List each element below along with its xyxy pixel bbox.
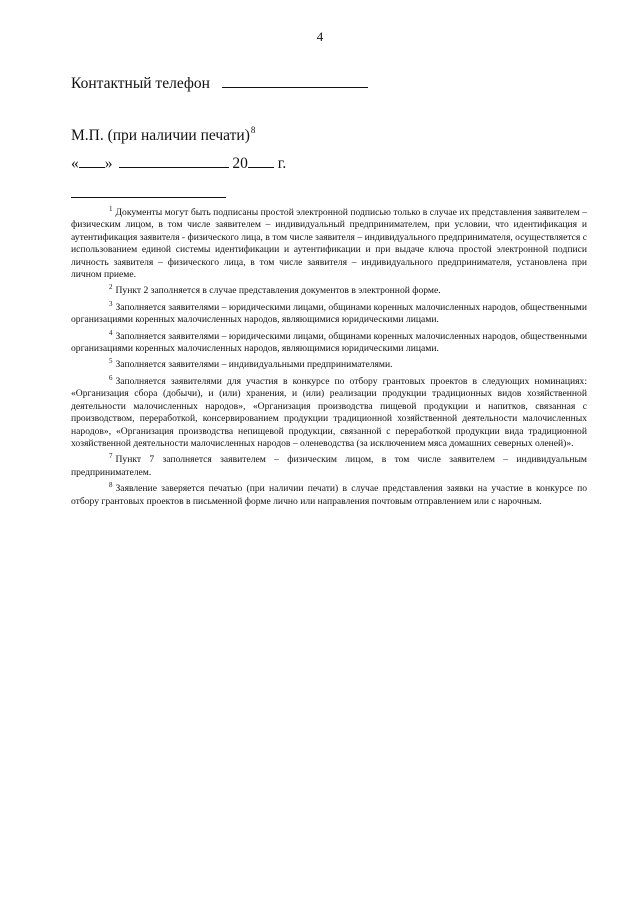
date-row	[71, 153, 286, 173]
footnote-text: Заполняется заявителями для участия в конкурсе по отбору грантовых проектов в следующих номинациях: «Организация сбора (добычи), и (или) хранения, и (или) реализации продукции традиционных видов хозяйственной деятельности малочисленных народов», «Организация производства пищевой продукции и напитков, связанная с производством, переработкой, консервированием продукции традиционной хозяйственной деятельности малочисленных народов», «Организация производства непищевой продукции, связанной с переработкой продукции вида традиционной хозяйственной деятельности малочисленных народов – оленеводства (за исключением мяса домашних северных оленей)».	[71, 375, 587, 449]
footnote-5	[71, 355, 587, 371]
footnote-ref: 3	[109, 299, 113, 308]
date-open-quote: «	[71, 155, 79, 172]
seal-row	[71, 125, 255, 145]
footnote-ref: 7	[109, 452, 113, 461]
footnote-8	[71, 479, 587, 508]
contact-phone-label: Контактный телефон	[71, 75, 210, 92]
footnote-2	[71, 281, 587, 297]
date-close-quote: »	[104, 155, 113, 172]
footnote-ref: 1	[109, 205, 113, 213]
seal-footnote-ref: 8	[250, 125, 256, 135]
footnote-ref: 5	[109, 357, 113, 366]
date-month-blank	[119, 153, 229, 168]
footnote-text: Документы могут быть подписаны простой электронной подписью только в случае их представления заявителем – физическим лицом, в том числе заявителем – индивидуальный предпринимателем, при условии, что идентификация и аутентификация заявителя - физического лица, в том числе заявителя – индивидуального предпринимателя, осуществляется с использованием единой системы идентификации и аутентификации и при выдаче ключа простой электронной подписи личность заявителя – физического лица, в том числе заявителя – индивидуального предпринимателя, установлена при личном приеме.	[71, 207, 587, 281]
contact-phone-blank	[222, 73, 368, 88]
contact-phone-row	[71, 73, 368, 93]
date-year-blank	[248, 153, 274, 168]
footnote-text: Заполняется заявителями – юридическими лицами, общинами коренных малочисленных народов, общественными организациями коренных малочисленных народов, являющимися юридическими лицами.	[71, 301, 587, 326]
footnote-1	[71, 203, 587, 281]
footnote-3	[71, 298, 587, 327]
footnote-7	[71, 450, 587, 479]
footnote-6	[71, 372, 587, 450]
footnote-separator	[71, 197, 226, 198]
footnote-text: Пункт 7 заполняется заявителем – физическим лицом, в том числе заявителем – индивидуальным предпринимателем.	[71, 454, 587, 478]
page-number: 4	[316, 29, 324, 44]
footnote-ref: 8	[109, 481, 113, 490]
date-year-suffix: г.	[277, 155, 287, 172]
footnote-text: Пункт 2 заполняется в случае представления документов в электронной форме.	[115, 285, 441, 297]
footnote-4	[71, 327, 587, 356]
date-day-blank	[79, 153, 105, 168]
footnotes	[71, 203, 587, 508]
footnote-text: Заполняется заявителями – юридическими лицами, общинами коренных малочисленных народов, общественными организациями коренных малочисленных народов, являющимися юридическими лицами.	[71, 330, 587, 355]
footnote-ref: 6	[109, 373, 113, 382]
seal-label: М.П. (при наличии печати)	[71, 127, 250, 144]
footnote-ref: 2	[109, 283, 113, 292]
footnote-ref: 4	[109, 328, 113, 337]
footnote-text: Заполняется заявителями – индивидуальными предпринимателями.	[115, 359, 393, 371]
date-year-prefix: 20	[232, 155, 248, 172]
footnote-text: Заявление заверяется печатью (при наличии печати) в случае представления заявки на участие в конкурсе по отбору грантовых проектов в письменной форме лично или направления почтовым отправлением или с нарочным.	[71, 483, 587, 507]
